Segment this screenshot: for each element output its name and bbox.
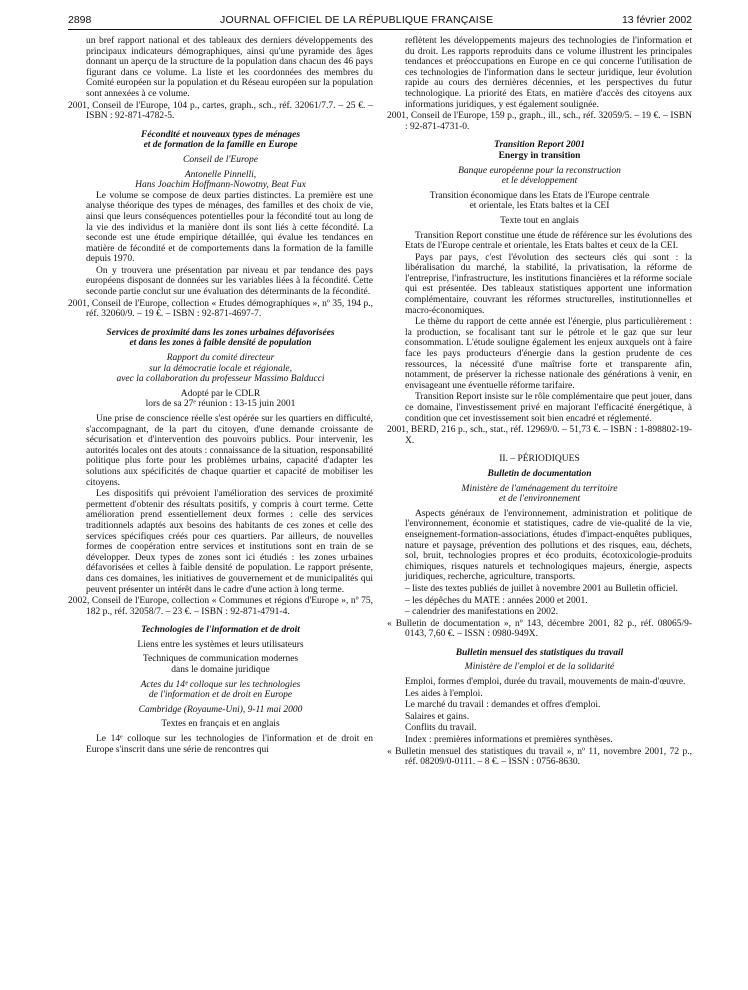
journal-title: JOURNAL OFFICIEL DE LA RÉPUBLIQUE FRANÇAISE [220,14,494,26]
list-item: – liste des textes publiés de juillet à novembre 2001 au Bulletin officiel. [405,583,678,594]
subtitle: Textes en français et en anglais [161,719,280,730]
subtitle: Actes du 14ᵉ colloque sur les technologies [140,679,301,690]
paragraph: Aspects généraux de l'environnement, administration et politique de l'environnement, économie et statistiques, cadre de vie-qualité de la vie, enseignement-formation-associations, études d'impact-enquêtes publiques, nature et paysage, prévention des pollutions et des risques, eau, déchets, sol, bruit, technologies propres et éco produits, écotoxicologie-produits chimiques, risques naturels et technologiques majeurs, énergie, aspects juridiques, recherche, agriculture, transports. [405,508,692,583]
paragraph: un bref rapport national et des tableaux des derniers développements des principaux indicateurs démographiques, ainsi qu'une pyramide des âges donnant un aperçu de la structure de la population dans chacun des 46 pays figurant dans ce volume. La liste et les coordonnées des membres du Comité européen sur la population et du Réseau européen sur la population sont annexées à ce volume. [86,36,373,99]
part-heading: II. – PÉRIODIQUES [499,454,580,465]
publisher: et de l'environnement [498,494,581,505]
list-item: Index : premières informations et premières synthèses. [405,735,613,746]
subtitle: sur la démocratie locale et régionale, [149,363,292,374]
publisher: Banque européenne pour la reconstruction [458,165,621,176]
paragraph: reflètent les développements majeurs des technologies de l'information et du droit. Les rapports reproduits dans ce volume illustrent les principales tendances et préoccupations en Europe en ce qui concerne l'utilisation de ces technologies de l'information dans le secteur juridique, leur évolution rapide au cours des dernières décennies, et les perspectives du futur technologique. La priorité des Etats, en matière d'accès des citoyens aux informations juridiques, y est également soulignée. [405,36,692,110]
section-title: et dans les zones à faible densité de population [129,338,312,349]
subtitle: et orientale, les Etats baltes et la CEI [469,201,610,212]
right-column [387,36,692,769]
section-title: Technologies de l'information et de droit [141,625,300,636]
adoption-note: Adopté par le CDLR [180,388,261,399]
publisher: Conseil de l'Europe [182,154,259,165]
paragraph: On y trouvera une présentation par niveau et par tendance des pays européens disposant de données sur les variables liées à la fécondité. Cette seconde partie conclut sur une évaluation des déterminants de la fécondité. [86,265,373,298]
subtitle: de l'information et de droit en Europe [148,690,293,701]
section-title: Bulletin mensuel des statistiques du travail [455,647,624,658]
adoption-note: lors de sa 27ᵉ réunion : 13-15 juin 2001 [145,399,296,410]
authors: Antonelle Pinnelli, [184,169,257,180]
publisher: Ministère de l'emploi et de la solidarité [464,662,615,673]
reference: 2001, Conseil de l'Europe, 104 p., cartes, graph., sch., réf. 32061/7.7. – 25 €. – ISBN : 92-871-4782-5. [68,100,373,122]
list-item: – calendrier des manifestations en 2002. [405,607,559,618]
list-item: Salaires et gains. [405,711,470,722]
page-header [68,14,692,30]
paragraph: Une prise de conscience réelle s'est opérée sur les quartiers en difficulté, s'accompagnant, de la part du citoyen, d'une demande croissante de sécurisation et d'intervention des pouvoirs publics. Pour intervenir, les autorités locales ont des atouts : connaissance de la situation, responsabilité politique plus forte pour les problèmes urbains, capacité d'adapter les solutions aux spécificités de chaque quartier et capacité de mobiliser les citoyens. [86,414,373,488]
subtitle: Liens entre les systèmes et leurs utilisateurs [137,639,304,650]
list-item: Le marché du travail : demandes et offres d'emploi. [405,700,601,711]
paragraph: Transition Report insiste sur le rôle complémentaire que peut jouer, dans ce domaine, l'investissement privé en majorant l'efficacité énergétique, à condition que cet investissement soit bien encadré et réglementé. [405,392,692,424]
list-item: – les dépêches du MATE : années 2000 et 2001. [405,595,588,606]
reference: 2001, Conseil de l'Europe, collection « Etudes démographiques », nº 35, 194 p., réf. 32060/9. – 19 €. – ISBN : 92-871-4697-7. [68,298,373,320]
paragraph: Le volume se compose de deux parties distinctes. La première est une analyse théorique des types de ménages, des familles et des choix de vie, ainsi que leurs conséquences potentielles pour la fécondité tout au long de la vie des individus et la manière dont ils sont liés à cette fécondité. La seconde est une étude empirique détaillée, qui évalue les tendances en matière de fécondité et de comportements dans la formation de la famille depuis 1970. [86,190,373,265]
section-title: et de formation de la famille en Europe [143,140,298,151]
subtitle: Energy in transition [498,150,581,161]
left-column [68,36,373,769]
reference: 2001, BERD, 216 p., sch., stat., réf. 12969/0. – 51,73 €. – ISBN : 1-898802-19-X. [387,425,692,446]
list-item: Les aides à l'emploi. [405,688,483,699]
reference: « Bulletin de documentation », nº 143, décembre 2001, 82 p., réf. 08065/9-0143, 7,60 €. – ISSN : 0980-949X. [387,618,692,640]
section-title: Fécondité et nouveaux types de ménages [140,129,301,140]
issue-date: 13 février 2002 [621,14,692,26]
paragraph: Le 14ᵉ colloque sur les technologies de l'information et de droit en Europe s'inscrit dans une série de rencontres qui [86,734,373,755]
list-item: Conflits du travail. [405,723,477,734]
subtitle: dans le domaine juridique [171,665,270,676]
section-title: Transition Report 2001 [494,140,585,151]
columns [68,36,692,769]
authors: Hans Joachim Hoffmann-Nowotny, Beat Fux [135,180,306,191]
reference: 2002, Conseil de l'Europe, collection « Communes et régions d'Europe », nº 75, 182 p., réf. 32058/7. – 23 €. – ISBN : 92-871-4791-4. [68,596,373,617]
paragraph: Le thème du rapport de cette année est l'énergie, plus particulièrement : la production, se focalisant tant sur le pétrole et le gaz que sur leur consommation. L'étude souligne également les enjeux auxquels ont à faire face les pays producteurs d'énergie dans la gestion prudente de ces ressources, la nécessité d'une maîtrise forte et transparente afin, notamment, de préserver la richesse nationale des générations à venir, en envisageant une éventuelle réforme tarifaire. [405,317,692,391]
subtitle: avec la collaboration du professeur Massimo Balducci [116,374,325,385]
section-title: Bulletin de documentation [487,468,592,479]
paragraph: Les dispositifs qui prévoient l'amélioration des services de proximité permettent d'obtenir des résultats positifs, y compris à court terme. Cette amélioration prend essentiellement deux formes : celle des services traditionnels adaptés aux besoins des habitants de ces zones et celle des services spécifiques créés pour ces quartiers. Par ailleurs, de nouvelles formes de coopération entre services et institutions sont en train de se développer. Deux types de zones sont ici étudiés : les zones urbaines défavorisées et celles à faible densité de population. Le rapport présente, dans ces domaines, les initiatives de gouvernement et de municipalités qui peuvent présenter un intérêt dans le cadre d'une action à long terme. [86,489,373,595]
list-item: Emploi, formes d'emploi, durée du travail, mouvements de main-d'œuvre. [405,677,686,688]
subtitle: Cambridge (Royaume-Uni), 9-11 mai 2000 [138,704,303,715]
subtitle: Techniques de communication modernes [142,654,299,665]
publisher: Ministère de l'aménagement du territoire [461,483,618,494]
page-number: 2898 [68,14,92,26]
paragraph: Pays par pays, c'est l'évolution des secteurs clés qui sont : la libéralisation du marché, la stabilité, la privatisation, la réforme de l'entreprise, l'infrastructure, les institutions financières et la réforme sociale qui est présentée. Des tableaux statistiques apportent une information complémentaire, couvrant les réformes structurelles, institutionnelles et macro-économiques. [405,252,692,316]
paragraph: Transition Report constitue une étude de référence sur les évolutions des Etats de l'Europe centrale et orientale, les Etats baltes et ceux de la CEI. [405,230,692,252]
publisher: et le développement [501,176,578,187]
subtitle: Texte tout en anglais [500,215,579,226]
reference: 2001, Conseil de l'Europe, 159 p., graph., ill., sch., réf. 32059/5. – 19 €. – ISBN : 92-871-4731-0. [387,111,692,132]
subtitle: Transition économique dans les Etats de l'Europe centrale [429,190,650,201]
reference: « Bulletin mensuel des statistiques du travail », nº 11, novembre 2001, 72 p., réf. 08209/0-0111. – 8 €. – ISSN : 0756-8630. [387,746,692,768]
subtitle: Rapport du comité directeur [166,353,275,364]
section-title: Services de proximité dans les zones urbaines défavorisées [106,327,335,338]
